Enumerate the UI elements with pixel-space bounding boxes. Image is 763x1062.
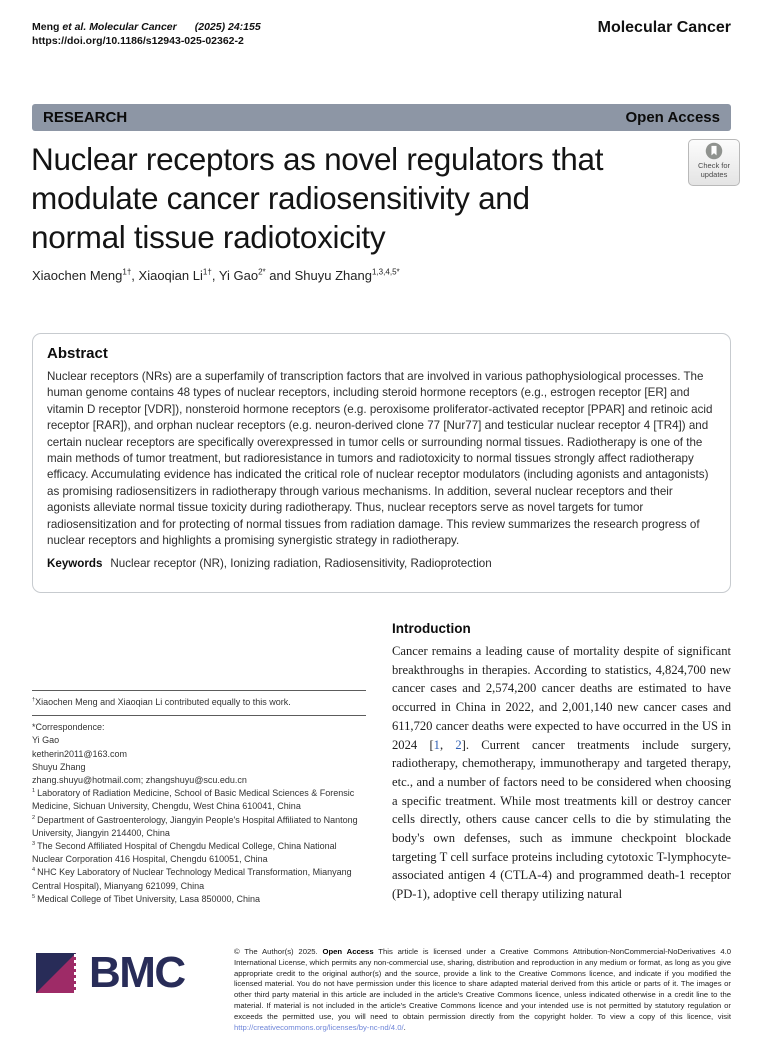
affiliation-number: 1 — [32, 788, 36, 795]
introduction-section — [392, 621, 731, 904]
keywords-line — [47, 557, 716, 570]
affiliation-number: 4 — [32, 867, 36, 874]
affiliation — [32, 840, 366, 866]
check-updates-badge[interactable] — [688, 139, 740, 186]
reference-separator: , — [439, 737, 456, 752]
author-separator: , — [131, 268, 139, 283]
bmc-logo-text: BMC — [89, 948, 185, 997]
affiliation-number: 5 — [32, 893, 36, 900]
citation-authors: Meng — [32, 21, 63, 33]
check-updates-line2: updates — [700, 169, 728, 179]
author-name: Shuyu Zhang — [294, 268, 372, 283]
author-separator: and — [265, 268, 295, 283]
open-access-label: Open Access — [625, 109, 720, 126]
equal-contribution-note — [32, 691, 366, 715]
abstract-text: Nuclear receptors (NRs) are a superfamily of transcription factors that are involved in various pathophysiological processes. The human genome contains 48 types of nuclear receptors, including steroid hormone receptors (e.g., estrogen receptor [ER] and vitamin D receptor [VDR]), nonsteroid hormone receptors (e.g. peroxisome proliferator-activated receptor [PPAR] and retinoic acid receptor [RAR]), and orphan nuclear receptors (e.g. neuron-derived clone 77 [Nur77] and testicular nuclear receptor 4 [TR4]) and certain nuclear receptors are specifically overexpressed in tumor cells or surrounding normal tissues. Radiotherapy is one of the main methods of tumor treatment, but radioresistance in tumors and radiotoxicity to normal tissues strongly affect radiotherapy efficacy. Accumulating evidence has indicated the critical role of nuclear receptor modulators (including agonists and antagonists) as promising radiosensitizers in radiotherapy through various mechanisms. In addition, several nuclear receptors and their agonists alleviate normal tissue toxicity during radiotherapy. Thus, nuclear receptors serve as novel targets for tumor radiosensitization and for protecting of normal tissues from radiation damage. This review summarizes the research progress of nuclear receptors and highlights a promising synergistic strategy in radiotherapy. — [47, 370, 713, 548]
citation-line — [32, 20, 261, 34]
citation-volume: (2025) 24:155 — [194, 21, 261, 33]
check-updates-icon — [705, 142, 723, 160]
author-affil-marker: 1,3,4,5* — [371, 267, 400, 277]
correspondent-email[interactable]: zhang.shuyu@hotmail.com; zhangshuyu@scu.edu.cn — [32, 775, 247, 786]
license-link[interactable]: http://creativecommons.org/licenses/by-nc-nd/4.0/ — [234, 1022, 404, 1032]
introduction-text — [392, 642, 731, 904]
author-affil-marker: 2* — [258, 267, 266, 277]
journal-name: Molecular Cancer — [597, 19, 731, 36]
author-name: Yi Gao — [218, 268, 259, 283]
reference-link-1[interactable]: 1 — [433, 737, 440, 752]
introduction-heading: Introduction — [392, 621, 471, 636]
affiliation — [32, 866, 366, 892]
keywords-label: Keywords — [47, 557, 103, 571]
abstract-box — [32, 333, 731, 593]
author-line — [32, 268, 400, 283]
author-separator: , — [211, 268, 219, 283]
affiliation-text: Laboratory of Radiation Medicine, School of Basic Medical Sciences & Forensic Medicine, Sichuan University, Chengdu, West China 610041, China — [32, 788, 355, 812]
license-open-access-label: Open Access — [322, 947, 374, 956]
correspondent-email[interactable]: ketherin2011@163.com — [32, 748, 128, 759]
correspondent-name: Shuyu Zhang — [32, 761, 86, 772]
license-suffix: . — [403, 1022, 406, 1032]
bmc-logo-icon — [36, 953, 76, 993]
correspondence-label: *Correspondence: — [32, 722, 105, 733]
affiliation-number: 2 — [32, 814, 36, 821]
bmc-logo — [36, 948, 185, 998]
reference-link-2[interactable]: 2 — [455, 737, 462, 752]
equal-contribution-text: Xiaochen Meng and Xiaoqian Li contributed equally to this work. — [35, 697, 291, 707]
affiliation-number: 3 — [32, 841, 36, 848]
author-name: Xiaoqian Li — [138, 268, 203, 283]
author-name: Xiaochen Meng — [32, 268, 123, 283]
affiliation-text: NHC Key Laboratory of Nuclear Technology Medical Transformation, Mianyang Central Hospital), Mianyang 621099, China — [32, 867, 352, 891]
doi-link[interactable]: https://doi.org/10.1186/s12943-025-02362-2 — [32, 35, 244, 47]
citation-journal: et al. Molecular Cancer — [62, 21, 177, 33]
author-affil-marker: 1† — [122, 267, 132, 277]
check-updates-line1: Check for — [697, 161, 731, 170]
license-body: This article is licensed under a Creative Commons Attribution-NonCommercial-NoDerivatives 4.0 International License, which permits any non-commercial use, sharing, distribution and reproduction in any medium or format, as long as you give appropriate credit to the original author(s) and the source, provide a link to the Creative Commons licence, and indicate if you modified the licensed material. You do not have permission under this licence to share adapted material derived from this article or parts of it. The images or other third party material in this article are included in the article's Creative Commons licence, unless indicated otherwise in a credit line to the material. If material is not included in the article's Creative Commons licence and your intended use is not permitted by statutory regulation or exceeds the permitted use, you will need to obtain permission directly from the copyright holder. To view a copy of this licence, visit — [234, 947, 731, 1021]
author-affil-marker: 1† — [202, 267, 212, 277]
affiliation — [32, 893, 366, 906]
affiliation-text: Medical College of Tibet University, Lasa 850000, China — [37, 893, 261, 904]
article-type-banner — [32, 104, 731, 131]
affiliation-text: The Second Affiliated Hospital of Chengdu Medical College, China National Nuclear Corporation 416 Hospital, Chengdu 610051, China — [32, 841, 337, 865]
introduction-text-part: ]. Current cancer treatments include surgery, radiotherapy, chemotherapy, immunotherapy and targeted therapy, etc., and a number of factors need to be considered when choosing a specific treatment. While most treatments kill or destroy cancer cells directly, others cause cancer cells to die by stimulating the body's own defenses, such as immune checkpoint blockade targeting T cell surface proteins including cytotoxic T-lymphocyte-associated antigen 4 (CTLA-4) and programmed death-1 receptor (PD-1), adoptive cell therapy utilizing natural — [392, 737, 732, 902]
affiliation — [32, 787, 366, 813]
page-title: Nuclear receptors as novel regulators that modulate cancer radiosensitivity and normal tissue radiotoxicity — [31, 141, 604, 255]
affiliation — [32, 814, 366, 840]
article-type-label: RESEARCH — [43, 109, 128, 126]
abstract-heading: Abstract — [47, 345, 108, 362]
footnote-column — [32, 690, 366, 906]
license-copyright: © The Author(s) 2025. — [234, 947, 323, 956]
introduction-text-part: Cancer remains a leading cause of mortality despite of significant breakthroughs in therapies. According to statistics, 4,824,700 new cancer cases and 2,574,200 cancer deaths are estimated to have occurred in China in 2022, and 2,001,140 new cancer cases and 611,720 cancer deaths were expected to have occurred in the US in 2024 [ — [392, 644, 731, 752]
dagger-marker: † — [32, 697, 36, 703]
correspondence-block — [32, 716, 366, 906]
license-text — [234, 947, 731, 1033]
affiliation-text: Department of Gastroenterology, Jiangyin People's Hospital Affiliated to Nantong University, Jiangyin 214400, China — [32, 814, 358, 838]
correspondent-name: Yi Gao — [32, 735, 60, 746]
keywords-text: Nuclear receptor (NR), Ionizing radiation, Radiosensitivity, Radioprotection — [110, 557, 492, 571]
citation-block — [32, 20, 261, 48]
